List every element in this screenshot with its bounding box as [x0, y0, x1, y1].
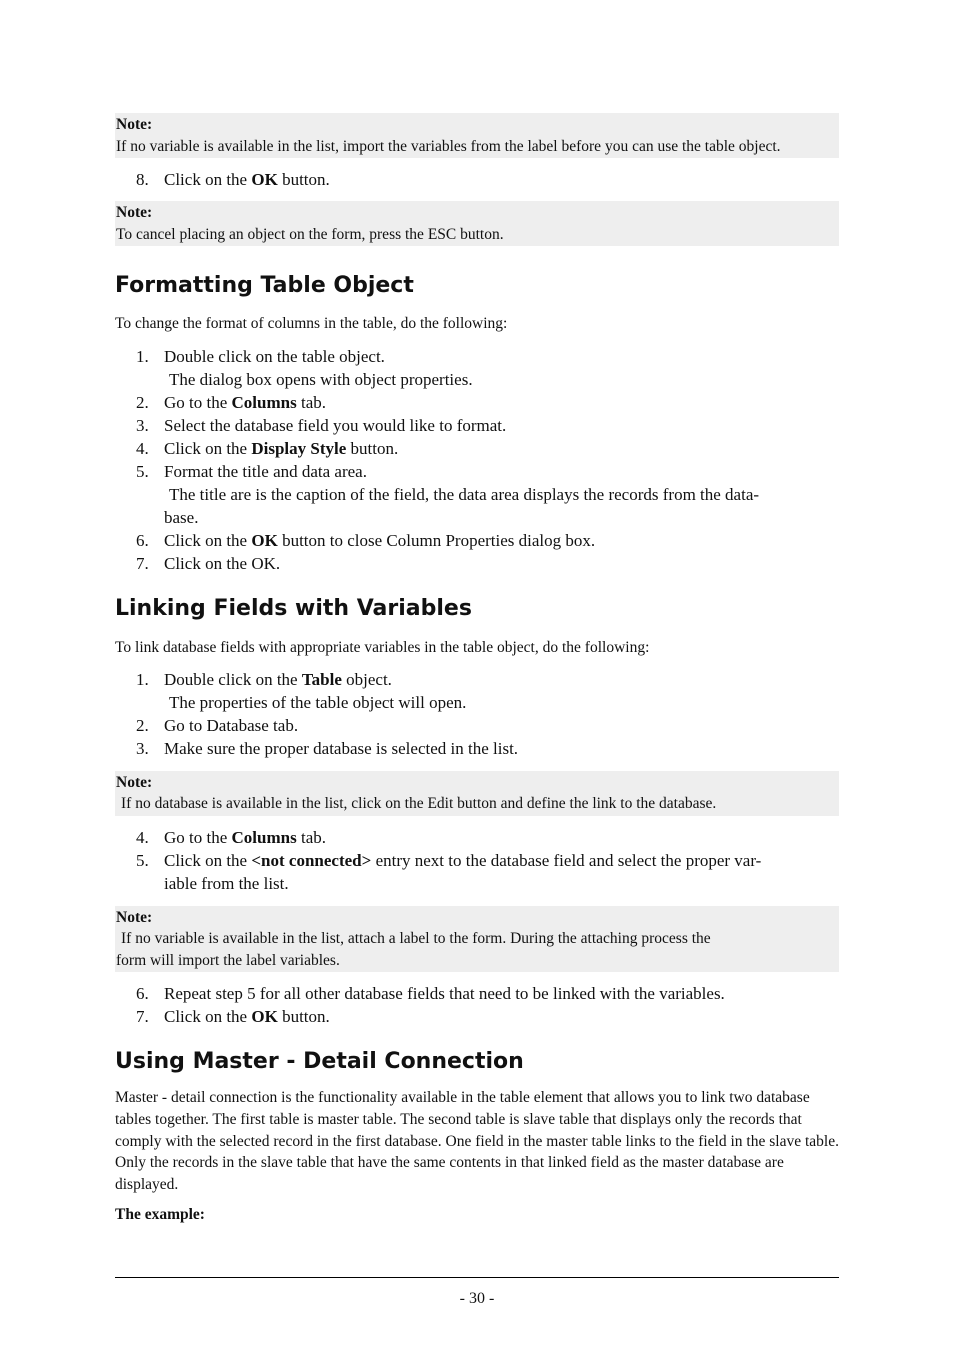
step-number: 5. — [136, 850, 149, 870]
list-item — [115, 168, 839, 191]
step-number: 6. — [136, 984, 149, 1004]
step-text: button. — [277, 170, 330, 189]
note-title: Note: — [116, 773, 153, 791]
step-subtext: The properties of the table object will open. — [169, 692, 467, 712]
step-number: 7. — [136, 1007, 149, 1027]
step-bold: OK — [251, 1007, 278, 1027]
step-list — [115, 345, 839, 575]
note-text: If no database is available in the list, click on the Edit button and define the link to the database. — [121, 795, 717, 813]
note-title: Note: — [116, 908, 153, 926]
step-subtext: The dialog box opens with object properties. — [169, 369, 473, 389]
note-title: Note: — [116, 204, 153, 221]
step-text: Select the database field you would like to format. — [164, 415, 507, 435]
step-bold: Columns — [231, 392, 297, 412]
note-box — [115, 201, 839, 246]
step-text: Click on the — [164, 438, 252, 458]
step-text: Double click on the — [164, 669, 302, 689]
step-text: Repeat step 5 for all other database fields that need to be linked with the variables. — [164, 984, 725, 1004]
note-text: If no variable is available in the list, import the variables from the label before you can use the table object. — [116, 137, 781, 155]
step-text: Click on the — [164, 170, 252, 189]
list-item — [115, 552, 839, 575]
step-text: Double click on the table object. — [164, 346, 385, 366]
step-text: tab. — [296, 827, 326, 847]
list-item — [115, 529, 839, 552]
list-item — [115, 849, 839, 895]
step-list — [115, 668, 839, 760]
step-number: 3. — [136, 738, 149, 758]
step-number: 3. — [136, 415, 149, 435]
step-text: iable from the list. — [164, 873, 289, 893]
step-number: 2. — [136, 392, 149, 412]
step-subtext: The title are is the caption of the field, the data area displays the records from the data- — [169, 484, 760, 504]
step-bold: Columns — [231, 827, 297, 847]
step-text: Make sure the proper database is selected in the list. — [164, 738, 519, 758]
step-list — [115, 168, 839, 191]
step-text: entry next to the database field and select the proper var- — [371, 850, 762, 870]
step-number: 4. — [136, 827, 149, 847]
step-text: Click on the OK. — [164, 553, 281, 573]
step-text: Format the title and data area. — [164, 461, 367, 481]
section-heading: Using Master - Detail Connection — [115, 1049, 524, 1075]
step-number: 2. — [136, 715, 149, 735]
step-number: 7. — [136, 553, 149, 573]
page-content — [115, 113, 839, 1226]
step-subtext: base. — [164, 507, 199, 527]
step-text: Click on the — [164, 530, 252, 550]
step-text: Go to the — [164, 827, 232, 847]
list-item — [115, 345, 839, 391]
step-number: 1. — [136, 346, 149, 366]
section-heading: Formatting Table Object — [115, 273, 414, 298]
note-text: To cancel placing an object on the form, press the ESC button. — [116, 225, 504, 243]
step-text: button to close Column Properties dialog box. — [277, 530, 596, 550]
note-text: If no variable is available in the list, attach a label to the form. During the attaching process the — [121, 930, 711, 948]
footer-divider — [115, 1277, 839, 1278]
list-item — [115, 391, 839, 414]
step-bold: OK — [251, 170, 278, 189]
step-text: Click on the — [164, 850, 252, 870]
step-number: 6. — [136, 530, 149, 550]
section-intro: To link database fields with appropriate variables in the table object, do the following: — [115, 638, 650, 656]
note-title: Note: — [116, 116, 153, 133]
list-item — [115, 737, 839, 760]
step-text: button. — [277, 1007, 330, 1027]
list-item — [115, 982, 839, 1005]
note-box — [115, 113, 839, 158]
list-item — [115, 668, 839, 714]
step-number: 4. — [136, 438, 149, 458]
step-text: Go to Database tab. — [164, 715, 299, 735]
note-text: form will import the label variables. — [116, 951, 340, 969]
step-bold: OK — [251, 530, 278, 550]
list-item — [115, 826, 839, 849]
list-item — [115, 414, 839, 437]
list-item — [115, 460, 839, 529]
step-text: Click on the — [164, 1007, 252, 1027]
step-number: 1. — [136, 669, 149, 689]
list-item — [115, 714, 839, 737]
list-item — [115, 1005, 839, 1028]
note-box — [115, 771, 839, 816]
example-label: The example: — [115, 1206, 205, 1224]
step-bold: Display Style — [251, 438, 347, 458]
page-number: - 30 - — [459, 1290, 495, 1307]
note-box — [115, 906, 839, 973]
step-number: 5. — [136, 461, 149, 481]
section-intro: To change the format of columns in the table, do the following: — [115, 315, 508, 332]
section-heading: Linking Fields with Variables — [115, 595, 472, 621]
step-list — [115, 826, 839, 895]
step-list — [115, 982, 839, 1028]
step-text: object. — [341, 669, 392, 689]
step-bold: <not connected> — [251, 850, 372, 870]
step-text: button. — [346, 438, 399, 458]
step-text: tab. — [296, 392, 326, 412]
step-bold: Table — [301, 669, 342, 689]
step-number: 8. — [136, 170, 149, 189]
body-paragraph: Master - detail connection is the functionality available in the table element that allows you to link two database tables together. The first table is master table. The second table is slave table that displays only the records that comply with the selected record in the first database. One field in the master table links to the field in the slave table. Only the records in the slave table that have the same contents in that linked field as the master database are displayed. — [115, 1089, 839, 1194]
step-text: Go to the — [164, 392, 232, 412]
list-item — [115, 437, 839, 460]
